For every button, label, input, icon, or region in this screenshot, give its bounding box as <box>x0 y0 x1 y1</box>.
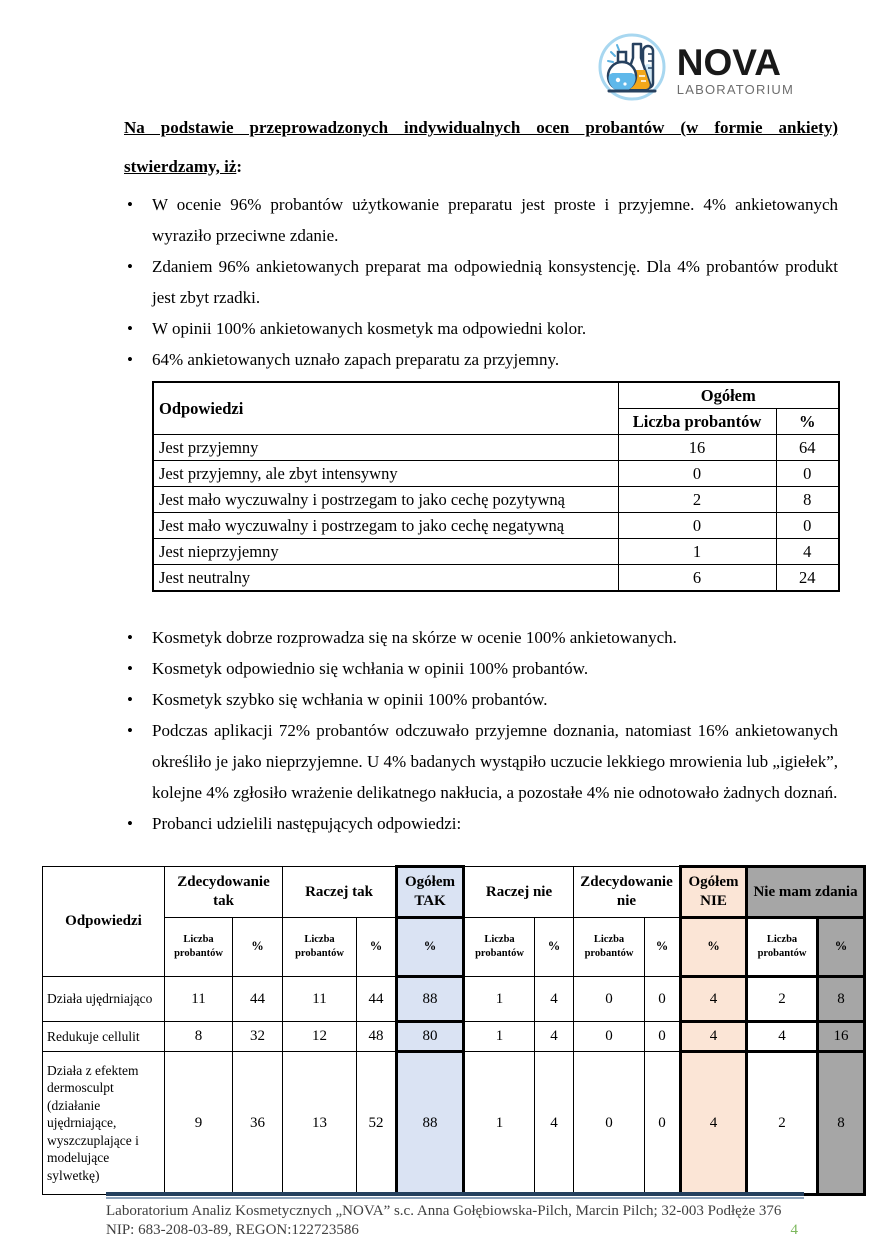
subheader-liczba: Liczba probantów <box>165 918 233 977</box>
answer-pct: 0 <box>776 461 839 487</box>
group-header-raczej-nie: Raczej nie <box>464 867 574 918</box>
cell-value: 1 <box>464 1022 535 1052</box>
list-item: • Podczas aplikacji 72% probantów odczuwało przyjemne doznania, natomiast 16% ankietowanych określiło je jako nieprzyjemne. U 4% badanych wystąpiło uczucie lekkiego mrowienia lub „igiełek”, kolejne 4% zgłosiło wrażenie delikatnego nakłucia, a pozostałe 4% nie odnotowało żadnych doznań. <box>124 715 838 808</box>
answer-label: Jest przyjemny, ale zbyt intensywny <box>153 461 618 487</box>
lab-flasks-logo-icon <box>595 30 669 109</box>
cell-value: 52 <box>357 1052 397 1195</box>
heading-underlined-text: Na podstawie przeprowadzonych indywidualnych ocen probantów (w formie ankiety) stwierdzamy, iż <box>124 118 838 176</box>
cell-value: 1 <box>464 1052 535 1195</box>
column-header-odpowiedzi: Odpowiedzi <box>43 867 165 977</box>
cell-value: 88 <box>397 977 464 1022</box>
cell-value: 9 <box>165 1052 233 1195</box>
cell-value: 1 <box>464 977 535 1022</box>
subheader-pct: % <box>645 918 681 977</box>
cell-value: 11 <box>165 977 233 1022</box>
answer-pct: 0 <box>776 513 839 539</box>
table-row <box>153 539 839 565</box>
cell-value: 80 <box>397 1022 464 1052</box>
statement-label: Działa ujędrniająco <box>43 977 165 1022</box>
logo-brand-text: NOVA <box>676 41 781 83</box>
cell-value: 4 <box>681 977 747 1022</box>
answer-count: 1 <box>618 539 776 565</box>
logo-subtitle-text: LABORATORIUM <box>676 81 794 97</box>
table-row <box>43 1022 865 1052</box>
cell-value: 44 <box>357 977 397 1022</box>
subheader-liczba: Liczba probantów <box>574 918 645 977</box>
cell-value: 8 <box>818 977 865 1022</box>
answer-pct: 64 <box>776 435 839 461</box>
answer-label: Jest mało wyczuwalny i postrzegam to jako cechę pozytywną <box>153 487 618 513</box>
cell-value: 44 <box>233 977 283 1022</box>
column-header-pct: % <box>776 409 839 435</box>
cell-value: 88 <box>397 1052 464 1195</box>
list-item: • Kosmetyk dobrze rozprowadza się na skórze w ocenie 100% ankietowanych. <box>124 622 838 653</box>
footer-company-line: Laboratorium Analiz Kosmetycznych „NOVA” s.c. Anna Gołębiowska-Pilch, Marcin Pilch; 32-003 Podłęże 376 <box>106 1203 782 1219</box>
footer-text <box>106 1202 804 1240</box>
table-row <box>153 565 839 592</box>
heading-colon: : <box>236 157 243 176</box>
statement-label: Działa z efektem dermosculpt (działanie ujędrniające, wyszczuplające i modelujące sylwetkę) <box>43 1052 165 1195</box>
table-row <box>153 487 839 513</box>
table-row <box>153 461 839 487</box>
answer-pct: 8 <box>776 487 839 513</box>
section-heading <box>124 108 838 186</box>
page-number: 4 <box>790 1222 798 1238</box>
group-header-nie-mam-zdania: Nie mam zdania <box>747 867 865 918</box>
findings-list-mid <box>124 622 838 839</box>
findings-list-top <box>124 189 838 375</box>
cell-value: 4 <box>681 1052 747 1195</box>
cell-value: 32 <box>233 1022 283 1052</box>
cell-value: 13 <box>283 1052 357 1195</box>
table-row <box>153 435 839 461</box>
cell-value: 8 <box>818 1052 865 1195</box>
cell-value: 2 <box>747 977 818 1022</box>
nova-logo <box>595 30 794 109</box>
page-footer <box>106 1192 804 1240</box>
subheader-pct: % <box>818 918 865 977</box>
table-row <box>153 513 839 539</box>
answer-count: 16 <box>618 435 776 461</box>
cell-value: 2 <box>747 1052 818 1195</box>
scent-answers-table <box>152 381 840 592</box>
subheader-pct: % <box>681 918 747 977</box>
answer-pct: 24 <box>776 565 839 592</box>
table-row <box>43 977 865 1022</box>
subheader-liczba: Liczba probantów <box>747 918 818 977</box>
list-item: • W ocenie 96% probantów użytkowanie preparatu jest proste i przyjemne. 4% ankietowanych wyraziło przeciwne zdanie. <box>124 189 838 251</box>
list-item: • 64% ankietowanych uznało zapach preparatu za przyjemny. <box>124 344 838 375</box>
cell-value: 36 <box>233 1052 283 1195</box>
cell-value: 4 <box>535 1052 574 1195</box>
cell-value: 4 <box>535 977 574 1022</box>
group-header-raczej-tak: Raczej tak <box>283 867 397 918</box>
footer-nip-regon-line: NIP: 683-208-03-89, REGON:122723586 <box>106 1222 359 1238</box>
subheader-liczba: Liczba probantów <box>283 918 357 977</box>
cell-value: 4 <box>535 1022 574 1052</box>
answer-count: 6 <box>618 565 776 592</box>
answer-pct: 4 <box>776 539 839 565</box>
answer-label: Jest mało wyczuwalny i postrzegam to jako cechę negatywną <box>153 513 618 539</box>
column-header-liczba: Liczba probantów <box>618 409 776 435</box>
subheader-pct: % <box>535 918 574 977</box>
survey-results-table <box>42 865 866 1196</box>
cell-value: 0 <box>645 977 681 1022</box>
group-header-zdecydowanie-tak: Zdecydowanie tak <box>165 867 283 918</box>
answer-label: Jest neutralny <box>153 565 618 592</box>
cell-value: 16 <box>818 1022 865 1052</box>
subheader-pct: % <box>357 918 397 977</box>
cell-value: 4 <box>747 1022 818 1052</box>
cell-value: 8 <box>165 1022 233 1052</box>
list-item: • Kosmetyk szybko się wchłania w opinii 100% probantów. <box>124 684 838 715</box>
group-header-ogolem-nie: Ogółem NIE <box>681 867 747 918</box>
group-header-ogolem-tak: Ogółem TAK <box>397 867 464 918</box>
table-row <box>43 1052 865 1195</box>
subheader-pct: % <box>233 918 283 977</box>
cell-value: 0 <box>645 1022 681 1052</box>
answer-label: Jest nieprzyjemny <box>153 539 618 565</box>
answer-count: 0 <box>618 513 776 539</box>
cell-value: 4 <box>681 1022 747 1052</box>
footer-rule-thin <box>106 1197 804 1199</box>
cell-value: 0 <box>574 1052 645 1195</box>
list-item: • Kosmetyk odpowiednio się wchłania w opinii 100% probantów. <box>124 653 838 684</box>
answer-label: Jest przyjemny <box>153 435 618 461</box>
group-header-zdecydowanie-nie: Zdecydowanie nie <box>574 867 681 918</box>
subheader-pct: % <box>397 918 464 977</box>
cell-value: 0 <box>645 1052 681 1195</box>
cell-value: 12 <box>283 1022 357 1052</box>
cell-value: 11 <box>283 977 357 1022</box>
column-header-ogolem: Ogółem <box>618 382 839 409</box>
list-item: • Probanci udzielili następujących odpowiedzi: <box>124 808 838 839</box>
subheader-liczba: Liczba probantów <box>464 918 535 977</box>
list-item: • Zdaniem 96% ankietowanych preparat ma odpowiednią konsystencję. Dla 4% probantów produkt jest zbyt rzadki. <box>124 251 838 313</box>
cell-value: 0 <box>574 977 645 1022</box>
list-item: • W opinii 100% ankietowanych kosmetyk ma odpowiedni kolor. <box>124 313 838 344</box>
statement-label: Redukuje cellulit <box>43 1022 165 1052</box>
answer-count: 2 <box>618 487 776 513</box>
answer-count: 0 <box>618 461 776 487</box>
cell-value: 48 <box>357 1022 397 1052</box>
cell-value: 0 <box>574 1022 645 1052</box>
column-header-odpowiedzi: Odpowiedzi <box>153 382 618 435</box>
